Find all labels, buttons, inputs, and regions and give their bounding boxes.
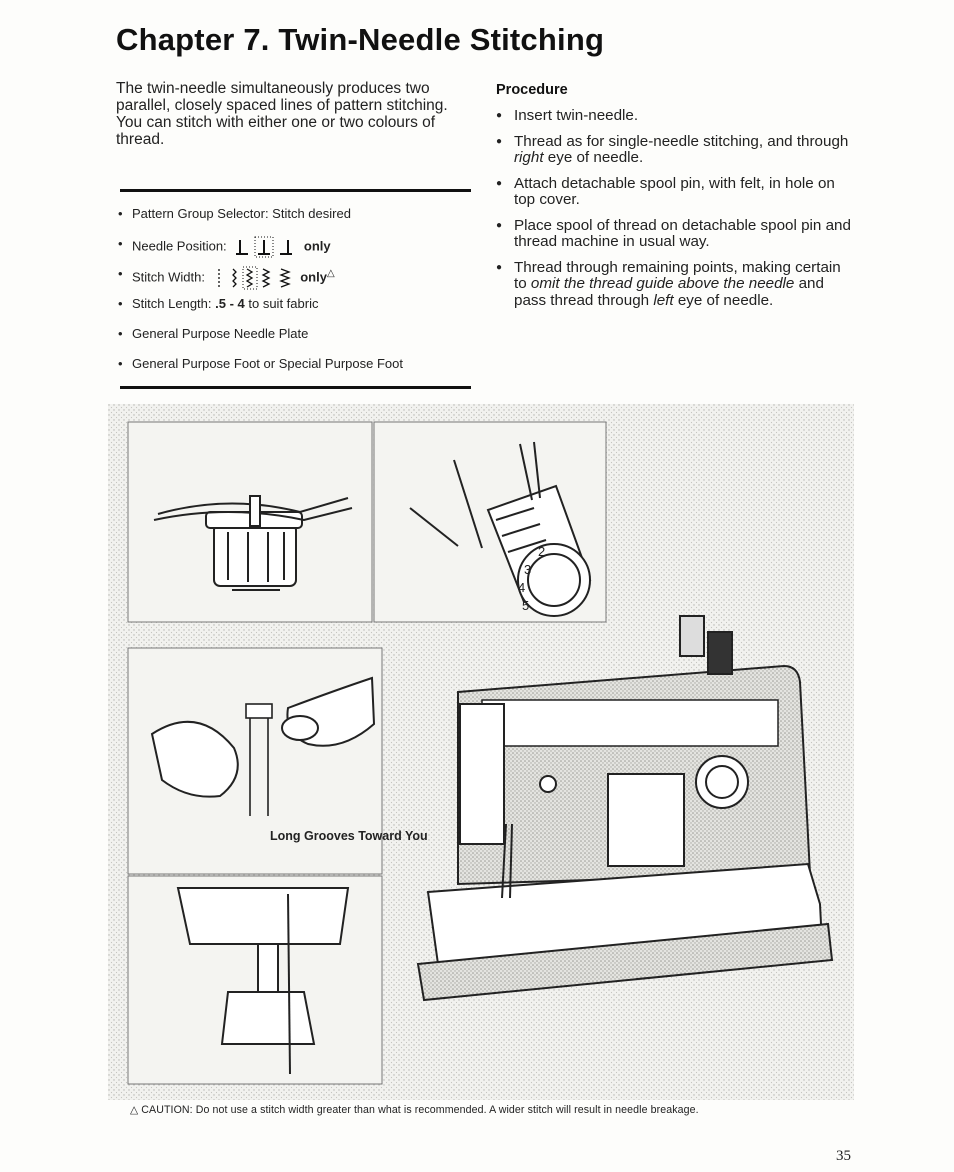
page-title: Chapter 7. Twin-Needle Stitching [116, 22, 605, 57]
procedure-step: ● Place spool of thread on detachable spool pin and thread machine in usual way. [496, 218, 856, 251]
procedure-step: ● Thread as for single-needle stitching, and through right eye of needle. [496, 134, 856, 167]
inset-presser-foot [128, 876, 382, 1084]
dial-number: 4 [518, 580, 526, 595]
procedure-step: ● Insert twin-needle. [496, 108, 856, 125]
intro-paragraph: The twin-needle simultaneously produces two parallel, closely spaced lines of pattern stitching. You can stitch with either one or two colours of thread. [116, 80, 448, 148]
page-number: 35 [836, 1148, 851, 1164]
bottom-divider [120, 386, 471, 389]
setting-foot: • General Purpose Foot or Special Purpose Foot [118, 356, 478, 386]
setting-pattern-group: • Pattern Group Selector: Stitch desired [118, 206, 478, 236]
procedure-heading: Procedure [496, 82, 568, 98]
procedure-step: ● Thread through remaining points, making certain to omit the thread guide above the needle and pass thread through left eye of needle. [496, 260, 856, 310]
sewing-machine-illustration [108, 404, 854, 1100]
setting-stitch-length: • Stitch Length: .5 - 4 to suit fabric [118, 296, 478, 326]
setting-needle-plate: • General Purpose Needle Plate [118, 326, 478, 356]
needle-position-icons [234, 236, 300, 258]
setting-needle-position: • Needle Position: only [118, 236, 478, 266]
inset-spool-pin [128, 422, 372, 622]
dial-number: 5 [522, 598, 530, 613]
dial-number: 2 [538, 544, 546, 559]
stitch-width-icons [213, 266, 297, 290]
callout-label: Long Grooves Toward You [270, 829, 428, 843]
machine-settings-list [118, 206, 478, 386]
setting-stitch-width: • Stitch Width: only△ [118, 266, 478, 296]
caution-note: △ CAUTION: Do not use a stitch width greater than what is recommended. A wider stitch will result in needle breakage. [130, 1104, 699, 1116]
dial-number: 3 [524, 562, 532, 577]
inset-stitch-width-dial [374, 422, 606, 622]
procedure-list [496, 108, 856, 318]
procedure-step: ● Attach detachable spool pin, with felt, in hole on top cover. [496, 176, 856, 209]
top-divider [120, 189, 471, 192]
